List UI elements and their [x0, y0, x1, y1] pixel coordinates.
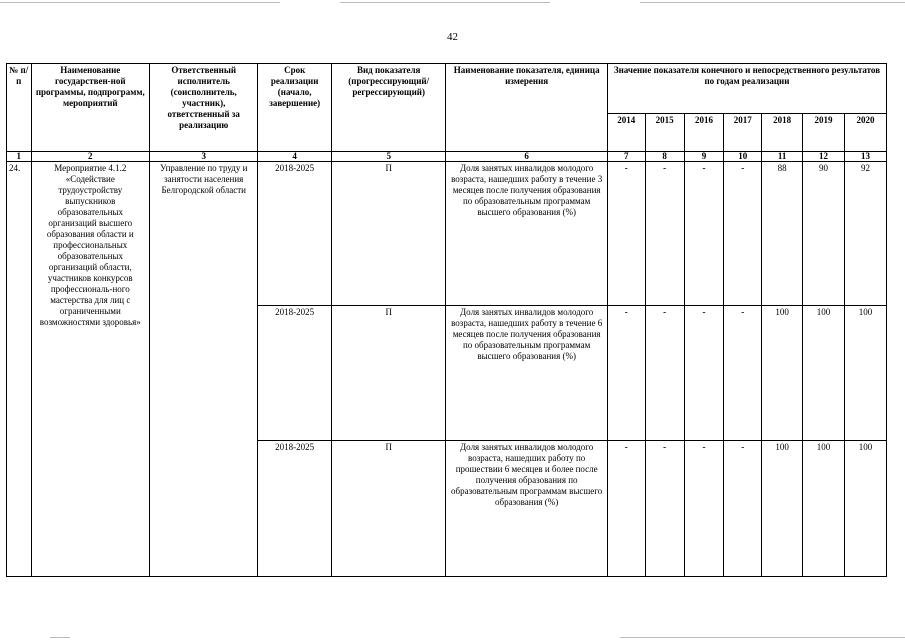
entry-term: 2018-2025 [258, 162, 332, 306]
column-number: 13 [844, 152, 886, 162]
header-year: 2015 [645, 114, 684, 152]
value-cell: 92 [844, 162, 886, 306]
value-cell: - [684, 306, 724, 441]
header-indicator-name: Наименование показателя, единица измерения [446, 64, 607, 152]
header-year: 2014 [607, 114, 645, 152]
bottom-rule-right [620, 637, 905, 638]
column-number: 7 [607, 152, 645, 162]
header-responsible: Ответственный исполнитель (соисполнитель, участник), ответственный за реализацию [150, 64, 258, 152]
header-year: 2017 [724, 114, 762, 152]
value-cell: - [724, 162, 762, 306]
header-values-group: Значение показателя конечного и непосредственного результатов по годам реализации [607, 64, 886, 114]
value-cell: - [645, 441, 684, 577]
entry-indicator: Доля занятых инвалидов молодого возраста, нашедших работу по прошествии 6 месяцев и более после получения образования по образовательным программам высшего образования (%) [446, 441, 607, 577]
header-indicator-type: Вид показателя (прогрессирующий/ регрессирующий) [331, 64, 445, 152]
top-rule-left [0, 2, 280, 3]
column-number: 12 [803, 152, 845, 162]
top-rule-middle [340, 2, 550, 3]
value-cell: - [645, 162, 684, 306]
value-cell: 90 [803, 162, 845, 306]
entry-indicator: Доля занятых инвалидов молодого возраста, нашедших работу в течение 6 месяцев после получения образования по образовательным программам высшего образования (%) [446, 306, 607, 441]
value-cell: - [607, 162, 645, 306]
entry-number: 24. [7, 162, 32, 577]
header-name: Наименование государствен-ной программы, подпрограмм, мероприятий [31, 64, 150, 152]
column-number: 5 [331, 152, 445, 162]
header-year: 2018 [762, 114, 803, 152]
value-cell: - [607, 306, 645, 441]
indicators-table [6, 63, 887, 577]
column-number: 4 [258, 152, 332, 162]
column-number: 10 [724, 152, 762, 162]
value-cell: 100 [803, 441, 845, 577]
entry-term: 2018-2025 [258, 441, 332, 577]
value-cell: - [645, 306, 684, 441]
column-number: 3 [150, 152, 258, 162]
entry-term: 2018-2025 [258, 306, 332, 441]
column-number-row [7, 152, 887, 162]
value-cell: - [724, 306, 762, 441]
column-number: 11 [762, 152, 803, 162]
bottom-rule-left [50, 637, 70, 638]
value-cell: 88 [762, 162, 803, 306]
top-rule-right [640, 2, 905, 3]
entry-indicator: Доля занятых инвалидов молодого возраста, нашедших работу в течение 3 месяцев после получения образования по образовательным программам высшего образования (%) [446, 162, 607, 306]
entry-indicator-type: П [331, 162, 445, 306]
entry-name: Мероприятие 4.1.2 «Содействие трудоустройству выпускников образовательных организаций высшего образования области и профессиональных образовательных организаций области, участников конкурсов профессиональ-ного мастерства для лиц с ограниченными возможностями здоровья» [31, 162, 150, 577]
value-cell: 100 [844, 306, 886, 441]
column-number: 9 [684, 152, 724, 162]
value-cell: - [684, 441, 724, 577]
header-year: 2020 [844, 114, 886, 152]
header-year: 2016 [684, 114, 724, 152]
header-no: № п/п [7, 64, 32, 152]
column-number: 6 [446, 152, 607, 162]
value-cell: - [684, 162, 724, 306]
page-number: 42 [447, 31, 458, 43]
column-number: 1 [7, 152, 32, 162]
value-cell: - [724, 441, 762, 577]
value-cell: 100 [762, 306, 803, 441]
column-number: 2 [31, 152, 150, 162]
entry-indicator-type: П [331, 441, 445, 577]
column-number: 8 [645, 152, 684, 162]
header-term: Срок реализации (начало, завершение) [258, 64, 332, 152]
header-year: 2019 [803, 114, 845, 152]
entry-indicator-type: П [331, 306, 445, 441]
value-cell: 100 [803, 306, 845, 441]
value-cell: 100 [762, 441, 803, 577]
value-cell: - [607, 441, 645, 577]
table-row [7, 162, 887, 306]
value-cell: 100 [844, 441, 886, 577]
entry-responsible: Управление по труду и занятости населения Белгородской области [150, 162, 258, 577]
